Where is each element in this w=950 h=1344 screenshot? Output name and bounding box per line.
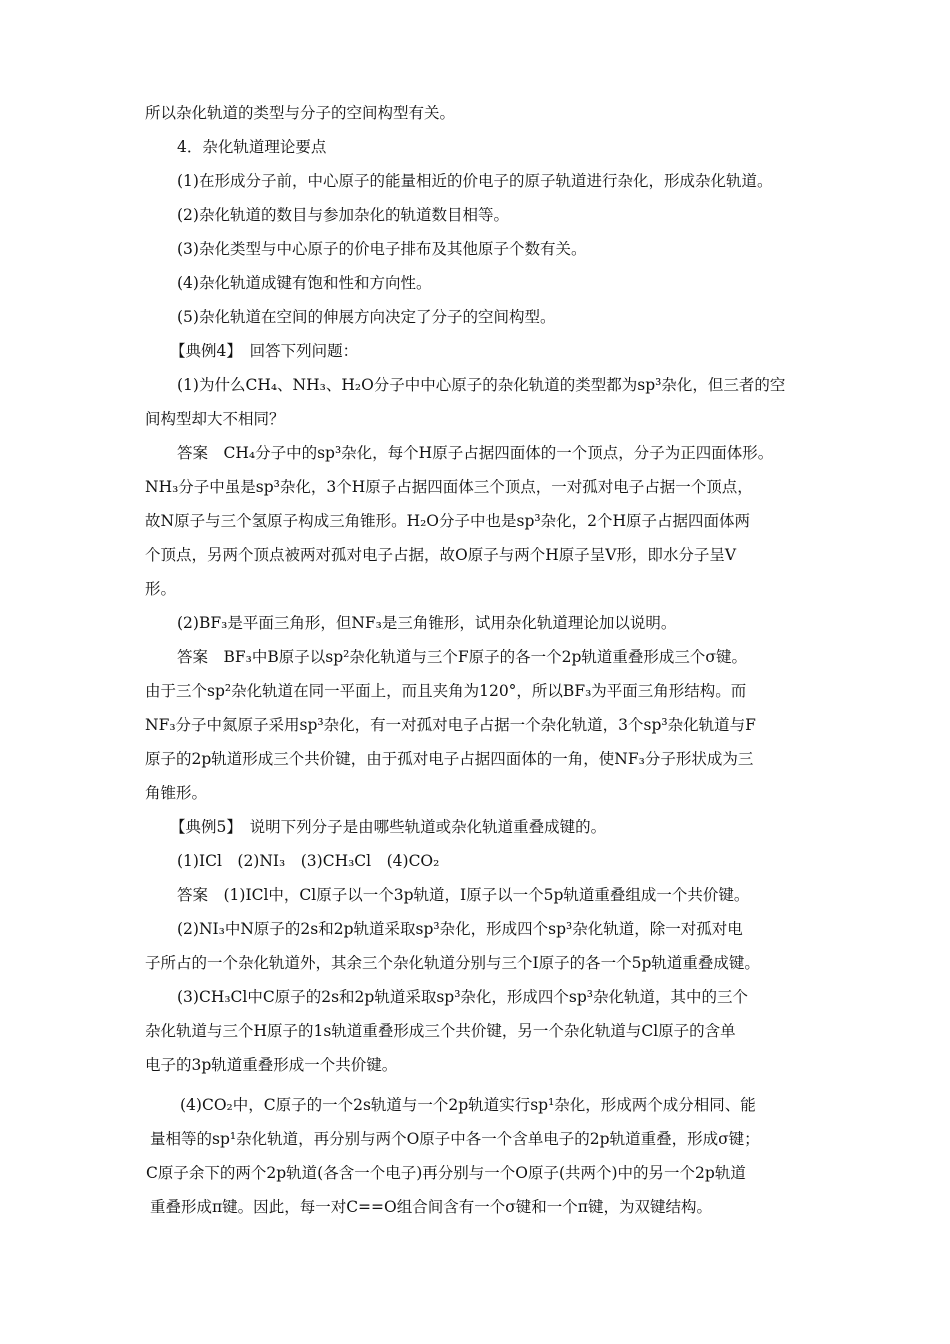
text-line: 故N原子与三个氢原子构成三角锥形。H₂O分子中也是sp³杂化，2个H原子占据四面体两 [145,512,750,530]
text-line: (2)杂化轨道的数目与参加杂化的轨道数目相等。 [177,206,509,224]
text-line: 原子的2p轨道形成三个共价键，由于孤对电子占据四面体的一角，使NF₃分子形状成为三 [145,750,754,768]
text-line: 子所占的一个杂化轨道外，其余三个杂化轨道分别与三个I原子的各一个5p轨道重叠成键。 [145,954,760,972]
text-line: 所以杂化轨道的类型与分子的空间构型有关。 [145,104,456,122]
text-line: 量相等的sp¹杂化轨道，再分别与两个O原子中各一个含单电子的2p轨道重叠，形成σ键； [150,1130,760,1148]
text-line: NF₃分子中氮原子采用sp³杂化，有一对孤对电子占据一个杂化轨道，3个sp³杂化轨道与F [145,716,756,734]
text-line: 4．杂化轨道理论要点 [177,138,327,156]
text-line: (5)杂化轨道在空间的伸展方向决定了分子的空间构型。 [177,308,556,326]
text-line: (4)CO₂中，C原子的一个2s轨道与一个2p轨道实行sp¹杂化，形成两个成分相同、能 [180,1096,756,1114]
text-line: 由于三个sp²杂化轨道在同一平面上，而且夹角为120°，所以BF₃为平面三角形结构。而 [145,682,747,700]
text-line: 角锥形。 [145,784,208,802]
text-line: 答案 CH₄分子中的sp³杂化，每个H原子占据四面体的一个顶点，分子为正四面体形。 [177,444,774,462]
text-line: (1)在形成分子前，中心原子的能量相近的价电子的原子轨道进行杂化，形成杂化轨道。 [177,172,773,190]
text-line: (3)杂化类型与中心原子的价电子排布及其他原子个数有关。 [177,240,587,258]
text-line: 答案 BF₃中B原子以sp²杂化轨道与三个F原子的各一个2p轨道重叠形成三个σ键。 [177,648,747,666]
text-line: (1)ICl (2)NI₃ (3)CH₃Cl (4)CO₂ [177,852,440,870]
text-line: 答案 (1)ICl中，Cl原子以一个3p轨道，I原子以一个5p轨道重叠组成一个共价键。 [177,886,750,904]
text-line: NH₃分子中虽是sp³杂化，3个H原子占据四面体三个顶点，一对孤对电子占据一个顶点， [145,478,753,496]
text-line: 电子的3p轨道重叠形成一个共价键。 [145,1056,398,1074]
text-line: (3)CH₃Cl中C原子的2s和2p轨道采取sp³杂化，形成四个sp³杂化轨道，其中的三个 [177,988,749,1006]
text-line: 重叠形成π键。因此，每一对C==O组合间含有一个σ键和一个π键，为双键结构。 [150,1198,712,1216]
text-line: 【典例5】 说明下列分子是由哪些轨道或杂化轨道重叠成键的。 [170,818,607,836]
text-line: (4)杂化轨道成键有饱和性和方向性。 [177,274,432,292]
text-line: 形。 [145,580,177,598]
text-line: (1)为什么CH₄、NH₃、H₂O分子中中心原子的杂化轨道的类型都为sp³杂化，但三者的空 [177,376,786,394]
text-line: 【典例4】 回答下列问题： [170,342,359,360]
text-line: 杂化轨道与三个H原子的1s轨道重叠形成三个共价键，另一个杂化轨道与Cl原子的含单 [145,1022,736,1040]
text-line: (2)NI₃中N原子的2s和2p轨道采取sp³杂化，形成四个sp³杂化轨道，除一对孤对电 [177,920,743,938]
text-line: (2)BF₃是平面三角形，但NF₃是三角锥形，试用杂化轨道理论加以说明。 [177,614,677,632]
text-line: 个顶点，另两个顶点被两对孤对电子占据，故O原子与两个H原子呈V形，即水分子呈V [145,546,737,564]
text-line: 间构型却大不相同？ [145,410,285,428]
text-line: C原子余下的两个2p轨道(各含一个电子)再分别与一个O原子(共两个)中的另一个2p轨道 [146,1164,746,1182]
